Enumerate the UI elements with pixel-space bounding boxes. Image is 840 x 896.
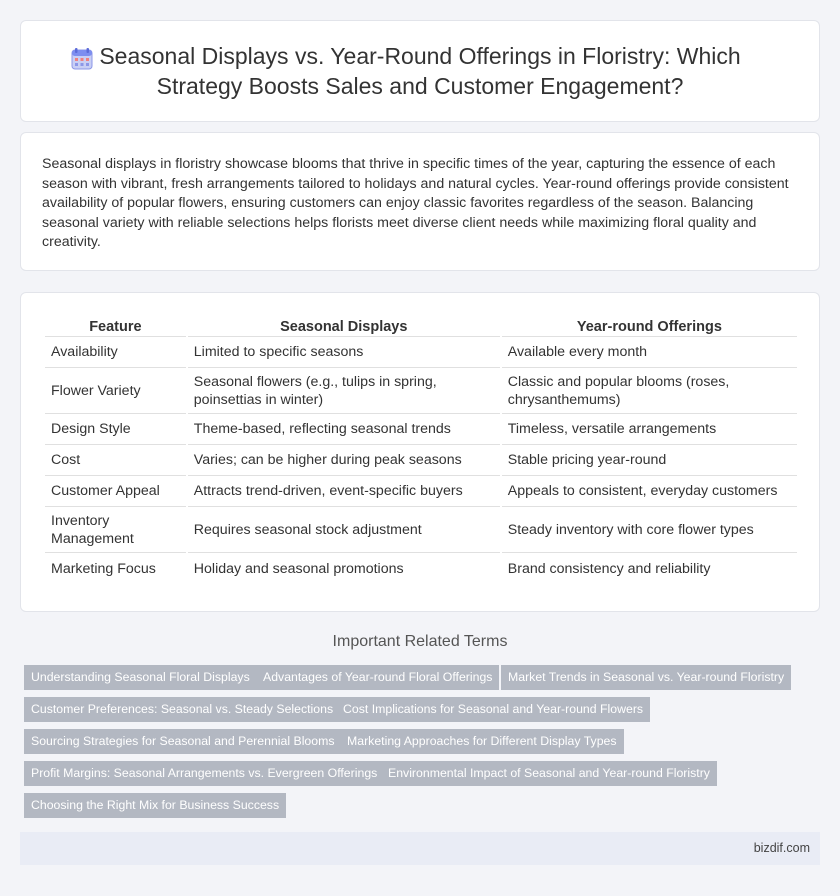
table-row	[45, 337, 797, 368]
table-cell: Steady inventory with core flower types	[502, 507, 797, 553]
table-cell: Cost	[45, 445, 186, 476]
comparison-table	[43, 317, 799, 584]
related-terms-title: Important Related Terms	[332, 633, 508, 650]
table-row	[45, 553, 797, 584]
related-term-tag[interactable]: Advantages of Year-round Floral Offerings	[256, 665, 499, 690]
table-cell: Attracts trend-driven, event-specific buyers	[188, 476, 500, 507]
table-row	[45, 476, 797, 507]
table-header-row	[45, 317, 797, 337]
table-cell: Theme-based, reflecting seasonal trends	[188, 414, 500, 445]
header-card	[20, 20, 820, 122]
page-title: Seasonal Displays vs. Year-Round Offerings in Floristry: Which Strategy Boosts Sales and Customer Engagement?	[99, 43, 741, 99]
table-cell: Stable pricing year-round	[502, 445, 797, 476]
table-cell: Seasonal flowers (e.g., tulips in spring, poinsettias in winter)	[188, 368, 500, 414]
footer	[20, 832, 820, 865]
table-cell: Marketing Focus	[51, 560, 156, 577]
table-cell: Limited to specific seasons	[188, 337, 500, 368]
table-cell: Varies; can be higher during peak seasons	[188, 445, 500, 476]
table-row	[45, 414, 797, 445]
table-cell: Classic and popular blooms (roses, chrysanthemums)	[502, 368, 797, 414]
table-row	[45, 507, 797, 553]
table-header: Feature	[45, 317, 186, 337]
table-cell: Timeless, versatile arrangements	[502, 414, 797, 445]
related-term-tag[interactable]: Market Trends in Seasonal vs. Year-round Floristry	[501, 665, 791, 690]
site-name[interactable]: bizdif.com	[753, 841, 810, 855]
table-cell: Brand consistency and reliability	[507, 560, 711, 577]
table-row	[45, 445, 797, 476]
table-row	[45, 368, 797, 414]
table-cell: Flower Variety	[45, 368, 186, 414]
related-term-tag[interactable]: Environmental Impact of Seasonal and Year-round Floristry	[381, 761, 717, 786]
related-term-tag[interactable]: Marketing Approaches for Different Display Types	[340, 729, 624, 754]
related-term-tag[interactable]: Sourcing Strategies for Seasonal and Perennial Blooms	[24, 729, 342, 754]
table-cell: Available every month	[502, 337, 797, 368]
table-cell: Customer Appeal	[45, 476, 186, 507]
related-term-tag[interactable]: Understanding Seasonal Floral Displays	[24, 665, 257, 690]
table-cell: Inventory Management	[45, 507, 186, 553]
related-term-tag[interactable]: Choosing the Right Mix for Business Success	[24, 793, 286, 818]
table-cell: Requires seasonal stock adjustment	[188, 507, 500, 553]
table-header: Seasonal Displays	[188, 317, 500, 337]
intro-card	[20, 132, 820, 271]
related-term-tag[interactable]: Profit Margins: Seasonal Arrangements vs. Evergreen Offerings	[24, 761, 384, 786]
related-term-tag[interactable]: Cost Implications for Seasonal and Year-round Flowers	[336, 697, 650, 722]
related-term-tag[interactable]: Customer Preferences: Seasonal vs. Steady Selections	[24, 697, 340, 722]
table-cell: Appeals to consistent, everyday customers	[502, 476, 797, 507]
table-header: Year-round Offerings	[502, 317, 797, 337]
comparison-card	[20, 292, 820, 612]
table-cell: Holiday and seasonal promotions	[193, 560, 404, 577]
intro-paragraph: Seasonal displays in floristry showcase blooms that thrive in specific times of the year, capturing the essence of each season with vibrant, fresh arrangements tailored to holidays and natural cycles. Year-round offerings provide consistent availability of popular flowers, ensuring customers can enjoy classic favorites regardless of the season. Balancing seasonal variety with reliable selections helps florists meet diverse client needs while maximizing floral quality and creativity.	[42, 156, 789, 251]
table-cell: Design Style	[45, 414, 186, 445]
table-cell: Availability	[45, 337, 186, 368]
